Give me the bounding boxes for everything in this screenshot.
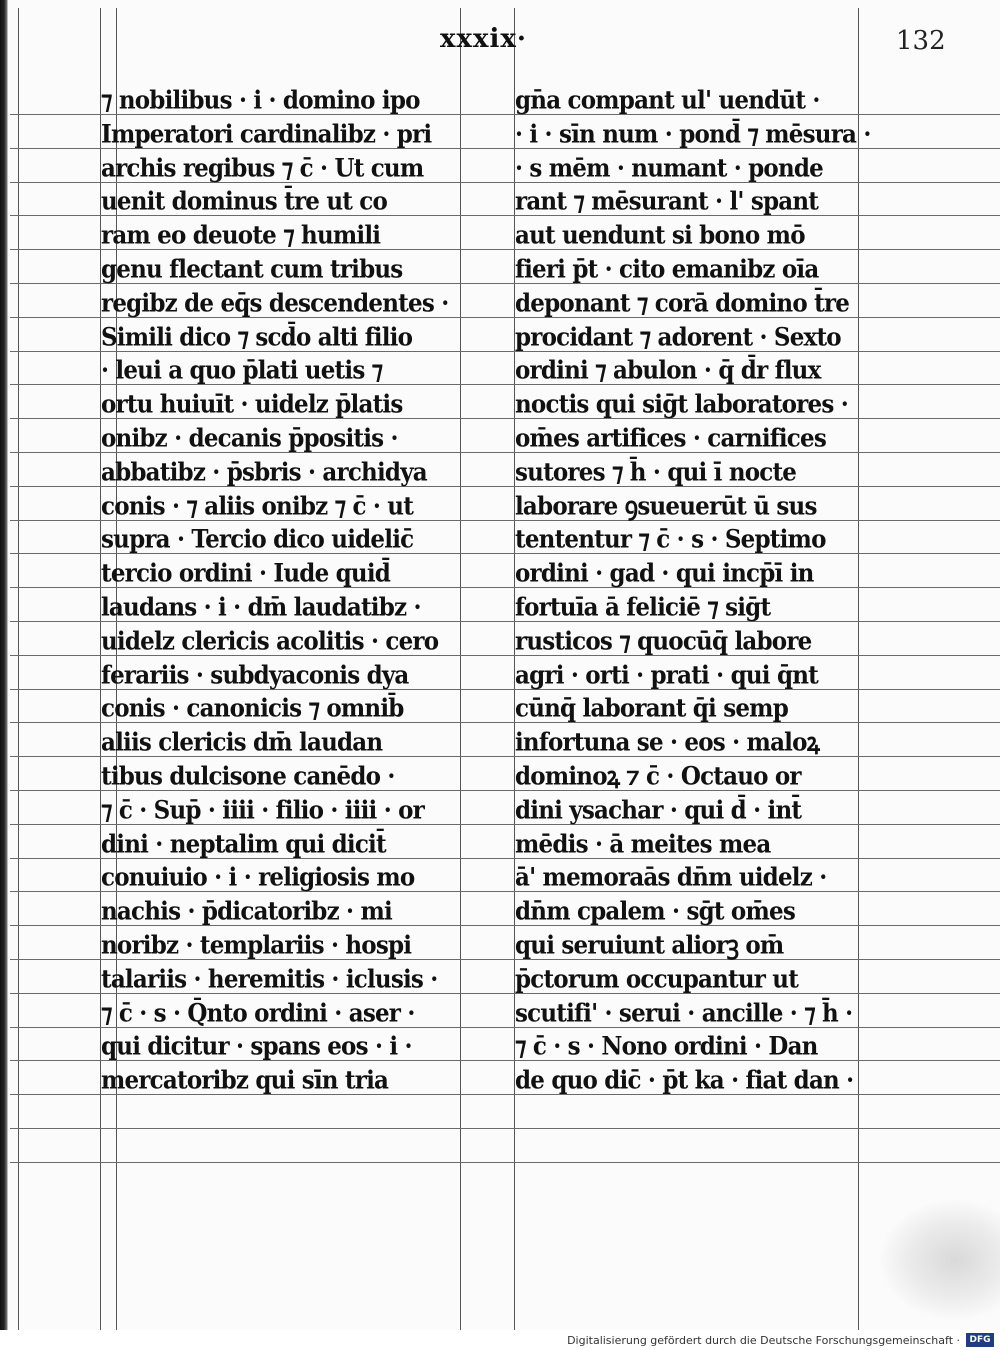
- right-column-text-line: noctis qui siḡt laboratores ·: [515, 390, 848, 420]
- left-column-text-line: conis · canonicis ⁊ omnib̄: [101, 694, 404, 724]
- dfg-logo: DFG: [966, 1333, 994, 1347]
- left-column-text-line: conuiuio · i · religiosis mo: [101, 863, 415, 893]
- left-column-text-line: uenit dominus t̄re ut co: [101, 187, 388, 217]
- right-column-text-line: p̄ctorum occupantur ut: [515, 964, 799, 994]
- left-column-text-line: uidelz clericis acolitis · cero: [101, 626, 439, 656]
- right-column-text-line: dominoꝝ ⁊ c̄ · Octauo or: [515, 761, 801, 791]
- left-column-text-line: ⁊ c̄ · Sup̄ · iiii · filio · iiii · or: [101, 795, 424, 825]
- right-column-text-line: rusticos ⁊ quocūq̄ labore: [515, 626, 812, 656]
- right-column-text-line: scutifi' · serui · ancille · ⁊ h̄ ·: [515, 998, 853, 1028]
- right-column-text-line: qui seruiunt aliorꝫ om̄: [515, 930, 784, 960]
- right-column-text-line: procidant ⁊ adorent · Sexto: [515, 322, 841, 352]
- left-text-column: [101, 84, 461, 1098]
- left-column-text-line: regibz de eq̄s descendentes ·: [101, 288, 449, 318]
- ruling-horizontal-line: [10, 1162, 1000, 1163]
- left-column-text-line: noribz · templariis · hospi: [101, 930, 412, 960]
- left-column-text-line: ferariis · subdyaconis dya: [101, 660, 409, 690]
- right-column-text-line: rant ⁊ mēsurant · l' spant: [515, 187, 819, 217]
- ruling-horizontal-line: [10, 1128, 1000, 1129]
- right-column-text-line: fieri p̄t · cito emanibz oīa: [515, 254, 819, 285]
- left-column-text-line: · leui a quo p̄lati uetis ⁊: [101, 356, 383, 386]
- right-column-text-line: de quo dic̄ · p̄t ka · fiat dan ·: [515, 1065, 854, 1096]
- right-column-text-line: om̄es artifices · carnifices: [515, 423, 826, 454]
- left-column-text-line: nachis · p̄dicatoribz · mi: [101, 897, 392, 927]
- right-column-text-line: mēdis · ā meites mea: [515, 829, 771, 859]
- right-column-text-line: tententur ⁊ c̄ · s · Septimo: [515, 525, 826, 555]
- left-column-text-line: Imperatori cardinalibz · pri: [101, 119, 432, 149]
- left-column-text-line: onibz · decanis p̄positis ·: [101, 423, 398, 454]
- right-column-text-line: fortuīa ā feliciē ⁊ siḡt: [515, 592, 771, 623]
- left-column-text-line: ortu huiuīt · uidelz p̄latis: [101, 390, 403, 420]
- left-column-text-line: mercatoribz qui sīn tria: [101, 1065, 389, 1096]
- right-column-text-line: cūnq̄ laborant q̄i semp: [515, 694, 789, 724]
- left-column-text-line: laudans · i · dm̄ laudatibz ·: [101, 592, 421, 623]
- folio-number: 132: [896, 26, 946, 56]
- right-column-text-line: deponant ⁊ corā domino t̄re: [515, 288, 850, 318]
- left-column-text-line: archis regibus ⁊ c̄ · Ut cum: [101, 153, 424, 183]
- left-column-text-line: talariis · heremitis · iclusis ·: [101, 964, 438, 994]
- right-column-text-line: · s mēm · numant · ponde: [515, 153, 824, 183]
- footer-bar: [0, 1330, 1000, 1350]
- left-column-text-line: conis · ⁊ aliis onibz ⁊ c̄ · ut: [101, 491, 414, 521]
- right-column-text-line: dn̄m cpalem · sḡt om̄es: [515, 897, 795, 927]
- funding-credit: Digitalisierung gefördert durch die Deutsche Forschungsgemeinschaft ·: [567, 1334, 960, 1347]
- page-edge-shadow: [0, 0, 8, 1330]
- corner-stain: [880, 1200, 1000, 1320]
- left-column-text-line: dini · neptalim qui dicit̄: [101, 829, 386, 859]
- right-column-text-line: gn̄a compant ul' uendūt ·: [515, 85, 820, 116]
- left-column-text-line: Simili dico ⁊ scd̄o alti filio: [101, 322, 413, 352]
- left-column-text-line: ⁊ c̄ · s · Q̄nto ordini · aser ·: [101, 998, 415, 1028]
- left-column-text-line: abbatibz · p̄sbris · archidya: [101, 457, 427, 487]
- right-column-text-line: · i · sīn num · pond̄ ⁊ mēsura ·: [515, 119, 871, 149]
- quire-mark: xxxix·: [440, 24, 527, 54]
- right-column-text-line: ordini ⁊ abulon · q̄ d̄r flux: [515, 356, 821, 386]
- left-column-text-line: genu flectant cum tribus: [101, 254, 403, 285]
- ruling-vertical-outer-left: [18, 8, 19, 1330]
- right-column-text-line: aut uendunt si bono mō: [515, 221, 805, 251]
- right-text-column: [515, 84, 885, 1098]
- left-column-text-line: qui dicitur · spans eos · i ·: [101, 1032, 412, 1062]
- left-column-text-line: tercio ordini · Iude quid̄: [101, 559, 391, 589]
- right-column-text-line: sutores ⁊ h̄ · qui ī nocte: [515, 457, 797, 487]
- right-column-text-line: ā' memoraās dn̄m uidelz ·: [515, 863, 827, 893]
- left-column-text-line: ram eo deuote ⁊ humili: [101, 221, 381, 251]
- left-column-text-line: aliis clericis dm̄ laudan: [101, 728, 383, 758]
- right-column-text-line: laborare ꝯsueuerūt ū sus: [515, 491, 817, 521]
- right-column-text-line: agri · orti · prati · qui q̄nt: [515, 660, 818, 690]
- left-column-text-line: supra · Tercio dico uidelic̄: [101, 525, 414, 555]
- right-column-text-line: dini ysachar · qui d̄ · int̄: [515, 795, 802, 825]
- right-column-text-line: infortuna se · eos · maloꝝ: [515, 728, 820, 758]
- left-column-text-line: ⁊ nobilibus · i · domino ipo: [101, 85, 420, 116]
- left-column-text-line: tibus dulcisone canēdo ·: [101, 761, 395, 791]
- right-column-text-line: ⁊ c̄ · s · Nono ordini · Dan: [515, 1032, 818, 1062]
- right-column-text-line: ordini · gad · qui incp̄ī in: [515, 559, 814, 589]
